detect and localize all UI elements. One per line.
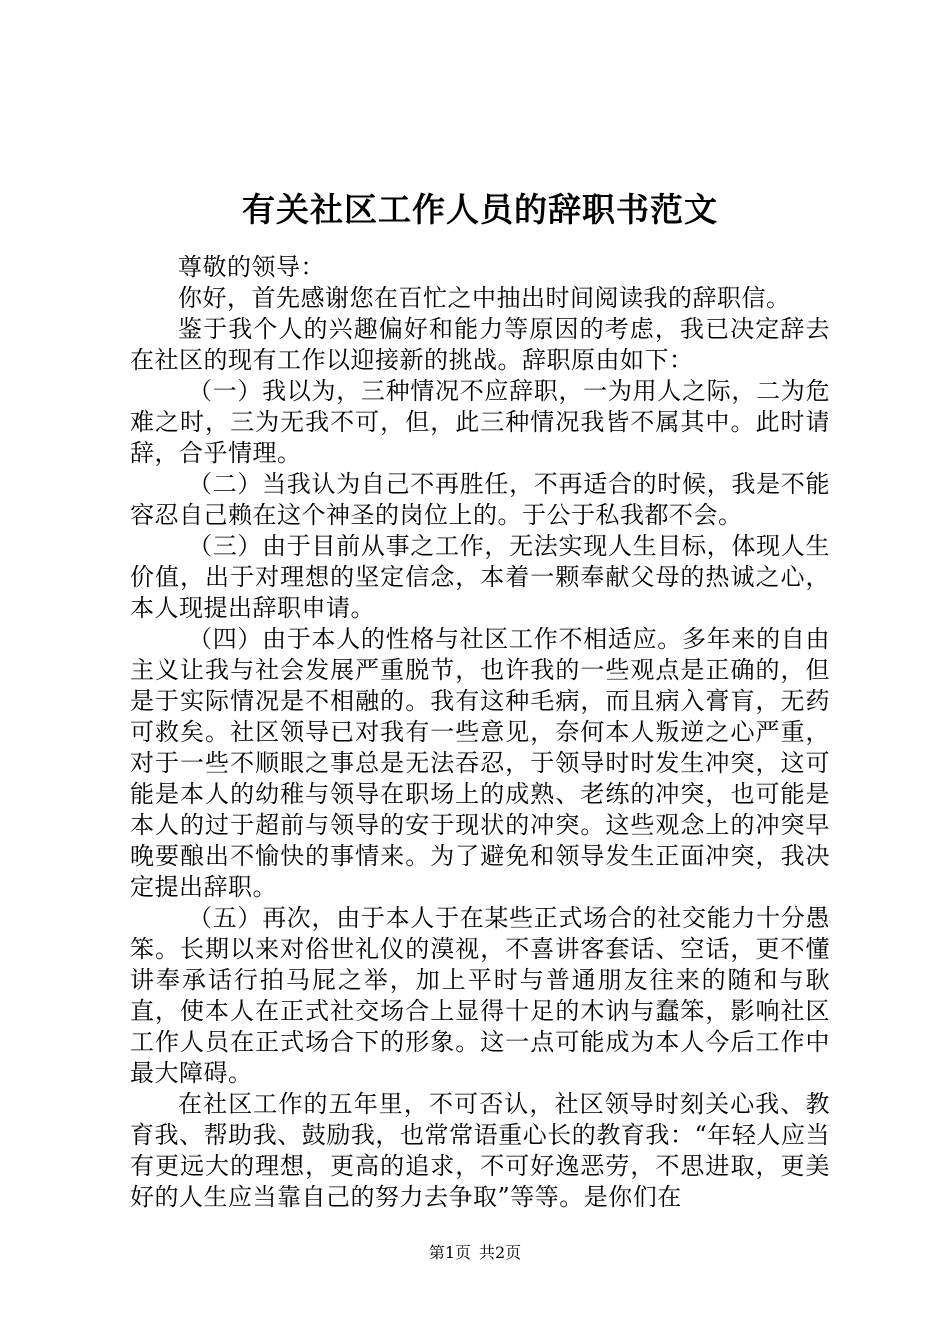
- reason-paragraph-2: （二）当我认为自己不再胜任，不再适合的时候，我是不能容忍自己赖在这个神圣的岗位上的。于公于私我都不会。: [130, 470, 830, 529]
- document-page: [130, 180, 830, 1213]
- reason-paragraph-3: （三）由于目前从事之工作，无法实现人生目标，体现人生价值，出于对理想的坚定信念，本着一颗奉献父母的热诚之心，本人现提出辞职申请。: [130, 532, 830, 622]
- document-title: 有关社区工作人员的辞职书范文: [242, 190, 718, 229]
- page-number-total: 共2页: [479, 1243, 522, 1262]
- body-paragraph: 鉴于我个人的兴趣偏好和能力等原因的考虑，我已决定辞去在社区的现有工作以迎接新的挑战。辞职原由如下：: [130, 315, 830, 374]
- reason-paragraph-4: （四）由于本人的性格与社区工作不相适应。多年来的自由主义让我与社会发展严重脱节，也许我的一些观点是正确的，但是于实际情况是不相融的。我有这种毛病，而且病入膏肓，无药可救矣。社区领导已对我有一些意见，奈何本人叛逆之心严重，对于一些不顺眼之事总是无法吞忍，于领导时时发生冲突，这可能是本人的幼稚与领导在职场上的成熟、老练的冲突，也可能是本人的过于超前与领导的安于现状的冲突。这些观念上的冲突早晚要酿出不愉快的事情来。为了避免和领导发生正面冲突，我决定提出辞职。: [130, 625, 830, 901]
- page-number-current: 第1页: [428, 1243, 471, 1262]
- greeting-paragraph: 尊敬的领导：: [178, 253, 325, 281]
- document-body: [130, 252, 830, 1213]
- page-footer: [0, 1243, 950, 1263]
- reason-paragraph-5: （五）再次，由于本人于在某些正式场合的社交能力十分愚笨。长期以来对俗世礼仪的漠视，不喜讲客套话、空话，更不懂讲奉承话行拍马屁之举，加上平时与普通朋友往来的随和与耿直，使本人在正式社交场合上显得十足的木讷与蠢笨，影响社区工作人员在正式场合下的形象。这一点可能成为本人今后工作中最大障碍。: [130, 904, 830, 1087]
- body-paragraph: 你好，首先感谢您在百忙之中抽出时间阅读我的辞职信。: [178, 284, 791, 312]
- reason-paragraph-1: （一）我以为，三种情况不应辞职，一为用人之际，二为危难之时，三为无我不可，但，此三种情况我皆不属其中。此时请辞，合乎情理。: [130, 377, 830, 467]
- body-paragraph: 在社区工作的五年里，不可否认，社区领导时刻关心我、教育我、帮助我、鼓励我，也常常语重心长的教育我：“年轻人应当有更远大的理想，更高的追求，不可好逸恶劳，不思进取，更美好的人生应当靠自己的努力去争取”等等。是你们在: [130, 1090, 830, 1211]
